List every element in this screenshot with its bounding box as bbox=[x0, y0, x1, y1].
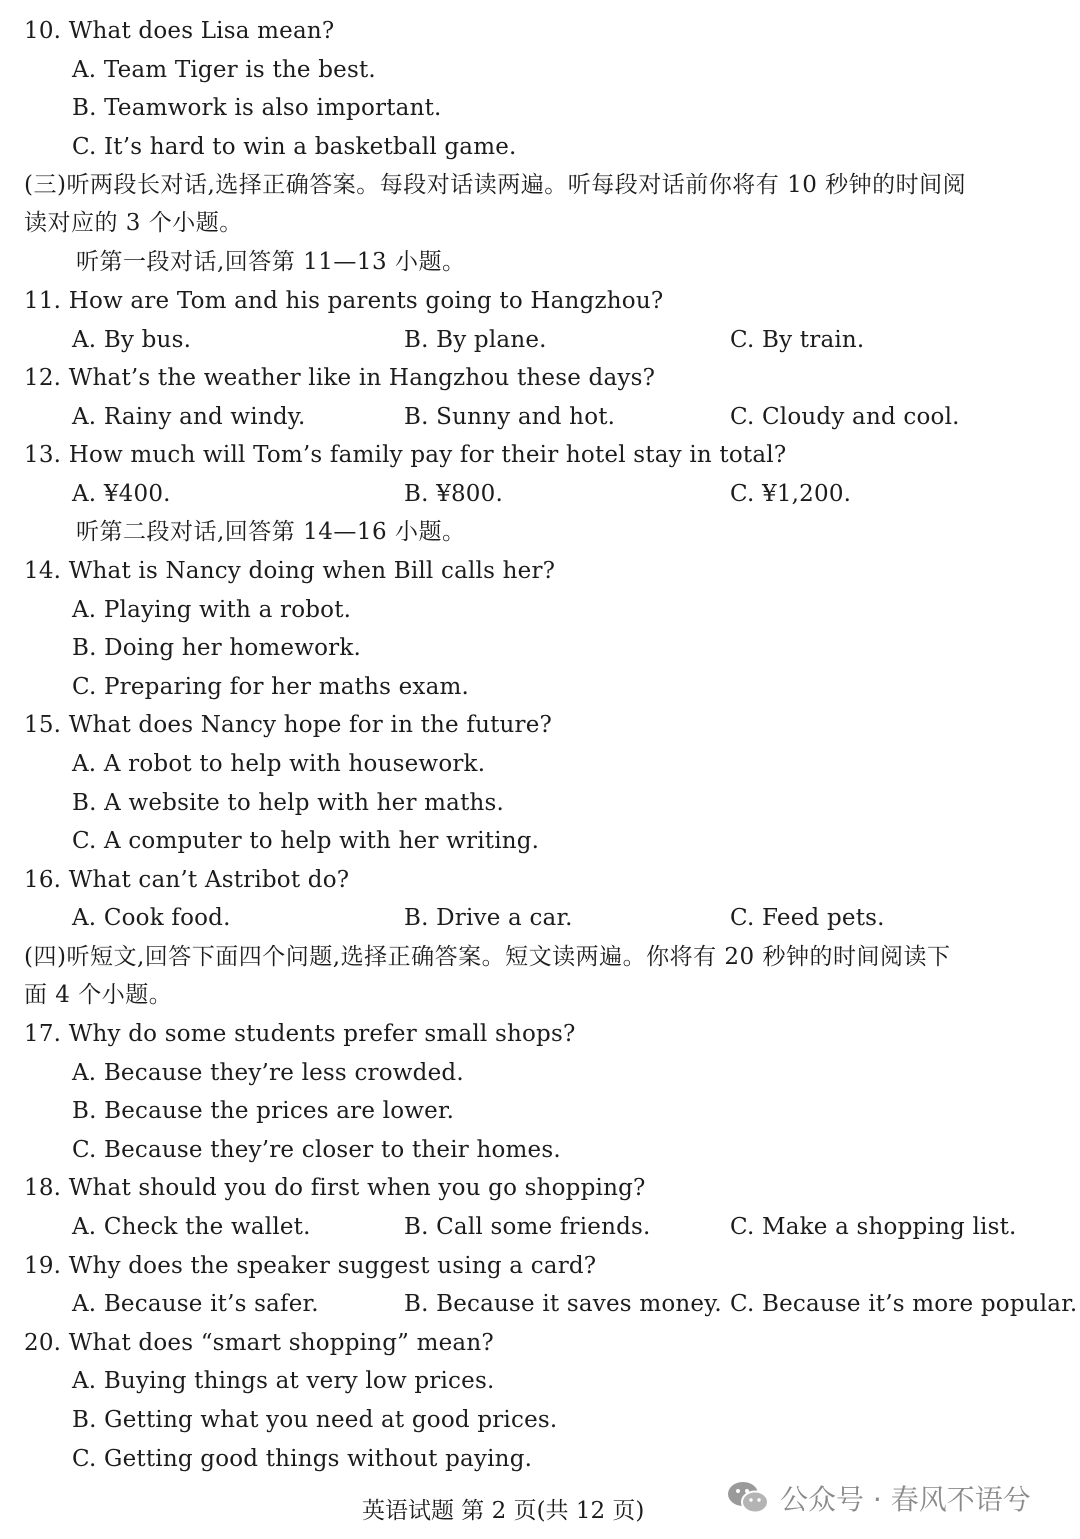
question-13-option-c: C. ¥1,200. bbox=[730, 481, 852, 507]
question-12-option-a: A. Rainy and windy. bbox=[72, 404, 306, 430]
section-4-instructions-line-2: 面 4 个小题。 bbox=[24, 982, 173, 1008]
watermark-text: 公众号 · 春风不语兮 bbox=[780, 1483, 1031, 1516]
question-10-option-c: C. It’s hard to win a basketball game. bbox=[72, 134, 517, 160]
question-16-option-b: B. Drive a car. bbox=[404, 905, 573, 931]
question-17-option-a: A. Because they’re less crowded. bbox=[72, 1060, 464, 1086]
section-4-instructions-line-1: (四)听短文,回答下面四个问题,选择正确答案。短文读两遍。你将有 20 秒钟的时间阅读下 bbox=[24, 944, 951, 970]
question-15-option-a: A. A robot to help with housework. bbox=[72, 751, 486, 777]
question-12-option-c: C. Cloudy and cool. bbox=[730, 404, 960, 430]
question-15-option-c: C. A computer to help with her writing. bbox=[72, 828, 540, 854]
question-17-stem: 17. Why do some students prefer small shops? bbox=[24, 1021, 576, 1047]
question-16-option-c: C. Feed pets. bbox=[730, 905, 885, 931]
question-19-option-b: B. Because it saves money. bbox=[404, 1291, 722, 1317]
dialog-1-heading: 听第一段对话,回答第 11—13 小题。 bbox=[76, 249, 466, 275]
question-18-option-b: B. Call some friends. bbox=[404, 1214, 651, 1240]
question-18-stem: 18. What should you do first when you go shopping? bbox=[24, 1175, 646, 1201]
wechat-icon bbox=[726, 1479, 770, 1517]
question-14-option-a: A. Playing with a robot. bbox=[72, 597, 352, 623]
question-11-stem: 11. How are Tom and his parents going to Hangzhou? bbox=[24, 288, 664, 314]
question-10-stem: 10. What does Lisa mean? bbox=[24, 18, 335, 44]
question-12-option-b: B. Sunny and hot. bbox=[404, 404, 616, 430]
question-16-stem: 16. What can’t Astribot do? bbox=[24, 867, 350, 893]
question-13-option-a: A. ¥400. bbox=[72, 481, 171, 507]
question-17-option-c: C. Because they’re closer to their homes. bbox=[72, 1137, 561, 1163]
question-15-option-b: B. A website to help with her maths. bbox=[72, 790, 505, 816]
question-19-stem: 19. Why does the speaker suggest using a card? bbox=[24, 1253, 597, 1279]
question-14-option-c: C. Preparing for her maths exam. bbox=[72, 674, 470, 700]
question-10-option-a: A. Team Tiger is the best. bbox=[72, 57, 376, 83]
question-18-option-a: A. Check the wallet. bbox=[72, 1214, 311, 1240]
section-3-instructions-line-1: (三)听两段长对话,选择正确答案。每段对话读两遍。听每段对话前你将有 10 秒钟的时间阅 bbox=[24, 172, 967, 198]
section-3-instructions-line-2: 读对应的 3 个小题。 bbox=[24, 210, 243, 236]
question-12-stem: 12. What’s the weather like in Hangzhou these days? bbox=[24, 365, 656, 391]
question-15-stem: 15. What does Nancy hope for in the future? bbox=[24, 712, 553, 738]
question-13-stem: 13. How much will Tom’s family pay for their hotel stay in total? bbox=[24, 442, 787, 468]
question-13-option-b: B. ¥800. bbox=[404, 481, 503, 507]
question-18-option-c: C. Make a shopping list. bbox=[730, 1214, 1017, 1240]
question-16-option-a: A. Cook food. bbox=[72, 905, 231, 931]
question-11-option-c: C. By train. bbox=[730, 327, 865, 353]
question-20-stem: 20. What does “smart shopping” mean? bbox=[24, 1330, 494, 1356]
question-14-stem: 14. What is Nancy doing when Bill calls her? bbox=[24, 558, 556, 584]
question-19-option-c: C. Because it’s more popular. bbox=[730, 1291, 1078, 1317]
question-19-option-a: A. Because it’s safer. bbox=[72, 1291, 319, 1317]
dialog-2-heading: 听第二段对话,回答第 14—16 小题。 bbox=[76, 519, 466, 545]
question-11-option-b: B. By plane. bbox=[404, 327, 547, 353]
question-17-option-b: B. Because the prices are lower. bbox=[72, 1098, 455, 1124]
question-20-option-b: B. Getting what you need at good prices. bbox=[72, 1407, 558, 1433]
question-11-option-a: A. By bus. bbox=[72, 327, 192, 353]
page-footer-label: 英语试题 第 2 页(共 12 页) bbox=[362, 1498, 645, 1524]
question-20-option-a: A. Buying things at very low prices. bbox=[72, 1368, 495, 1394]
question-10-option-b: B. Teamwork is also important. bbox=[72, 95, 442, 121]
account-watermark bbox=[726, 1478, 1031, 1518]
question-20-option-c: C. Getting good things without paying. bbox=[72, 1446, 533, 1472]
question-14-option-b: B. Doing her homework. bbox=[72, 635, 362, 661]
